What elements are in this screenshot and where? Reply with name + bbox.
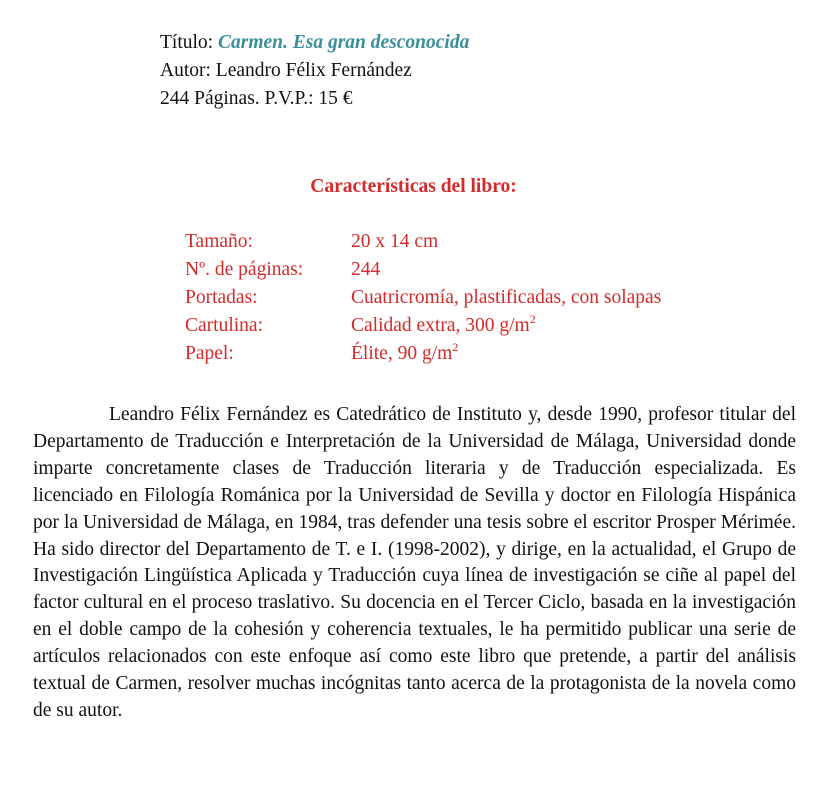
feature-label: Cartulina: xyxy=(185,315,263,336)
pages-price-line: 244 Páginas. P.V.P.: 15 € xyxy=(160,88,353,109)
feature-value xyxy=(351,284,661,312)
feature-value xyxy=(351,340,458,368)
book-title: Carmen. Esa gran desconocida xyxy=(217,32,470,53)
feature-label: Nº. de páginas: xyxy=(185,259,304,280)
feature-label: Papel: xyxy=(185,343,234,364)
feature-label: Portadas: xyxy=(185,287,258,308)
feature-value-text: Calidad extra, 300 g/m xyxy=(351,315,530,336)
feature-value xyxy=(351,256,380,284)
feature-value xyxy=(351,312,536,340)
feature-label: Tamaño: xyxy=(185,231,253,252)
title-label: Título: xyxy=(160,32,214,53)
superscript: 2 xyxy=(529,312,536,326)
superscript: 2 xyxy=(452,340,459,354)
feature-value-text: 244 xyxy=(351,259,381,280)
features-heading: Características del libro: xyxy=(310,176,517,197)
feature-value-text: Cuatricromía, plastificadas, con solapas xyxy=(351,287,662,308)
feature-value-text: Élite, 90 g/m xyxy=(351,343,453,364)
feature-value-text: 20 x 14 cm xyxy=(351,231,439,252)
author-line: Autor: Leandro Félix Fernández xyxy=(160,60,412,81)
feature-value xyxy=(351,228,438,256)
title-line xyxy=(160,29,469,56)
author-biography: Leandro Félix Fernández es Catedrático de Instituto y, desde 1990, profesor titular del Departamento de Traducción e Interpretación de la Universidad de Málaga, Universidad donde imparte concretamente clases de Traducción literaria y de Traducción especializada. Es licenciado en Filología Románica por la Universidad de Sevilla y doctor en Filología Hispánica por la Universidad de Málaga, en 1984, tras defender una tesis sobre el escritor Prosper Mérimée. Ha sido director del Departamento de T. e I. (1998-2002), y dirige, en la actualidad, el Grupo de Investigación Lingüística Aplicada y Traducción cuya línea de investigación se ciñe al papel del factor cultural en el proceso traslativo. Su docencia en el Tercer Ciclo, basada en la investigación en el doble campo de la cohesión y coherencia textuales, le ha permitido publicar una serie de artículos relacionados con este enfoque así como este libro que pretende, a partir del análisis textual de Carmen, resolver muchas incógnitas tanto acerca de la protagonista de la novela como de su autor. xyxy=(33,404,796,721)
